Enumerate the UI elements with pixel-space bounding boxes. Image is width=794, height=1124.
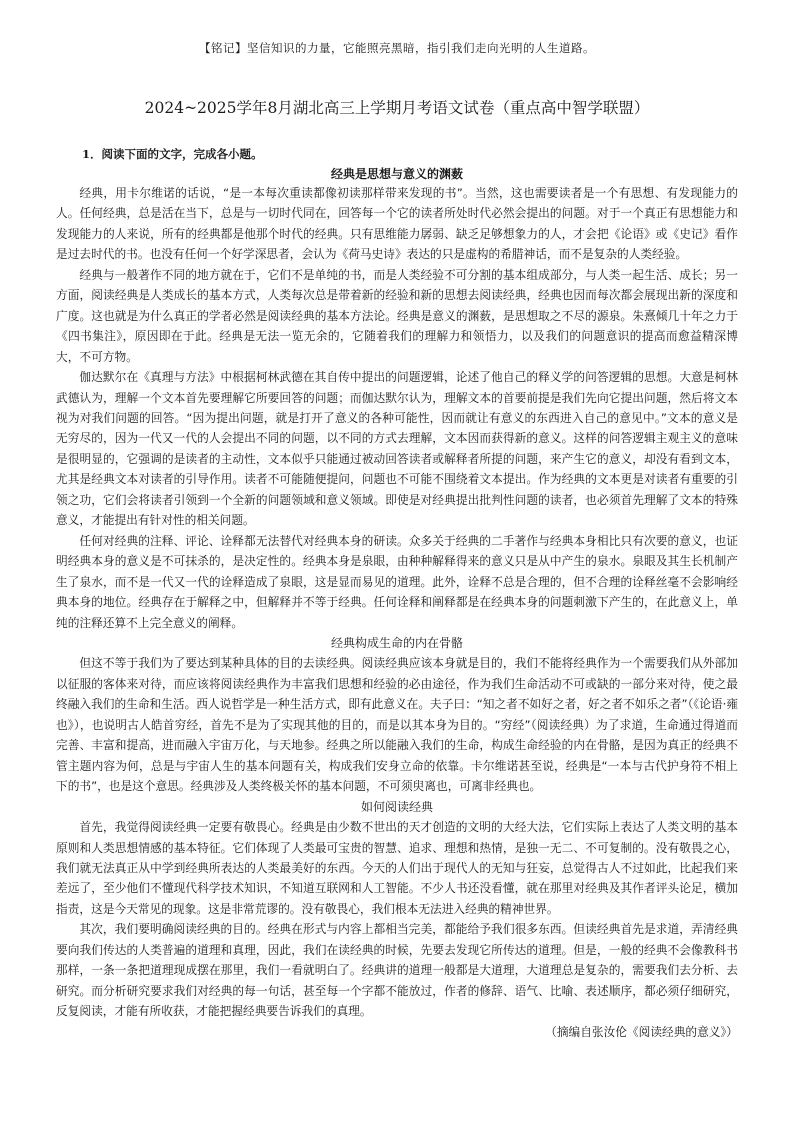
source-citation: （摘编自张汝伦《阅读经典的意义》） — [545, 1024, 738, 1039]
motto-banner: 【铭记】坚信知识的力量，它能照亮黑暗，指引我们走向光明的人生道路。 — [199, 41, 595, 55]
question-prompt: 1．阅读下面的文字，完成各小题。 — [82, 147, 263, 161]
paragraph: 经典，用卡尔维诺的话说，“是一本每次重读都像初读那样带来发现的书”。当然，这也需要读者是一个有思想、有发现能力的人。任何经典，总是活在当下，总是与一切时代同在，回答每一个它的读者所处时代必然会提出的问题。对于一个真正有思想能力和发现能力的人来说，所有的经典都是他那个时代的经典。只有思维能力孱弱、缺乏足够想象力的人，才会把《论语》或《史记》看作是过去时代的书。也没有任何一个好学深思者，会认为《荷马史诗》表达的只是虚构的希腊神话，而不是复杂的人类经验。 — [56, 186, 738, 262]
paragraph: 经典与一般著作不同的地方就在于，它们不是单纯的书，而是人类经验不可分割的基本组成部分，与人类一起生活、成长；另一方面，阅读经典是人类成长的基本方式，人类每次总是带着新的经验和新的思想去阅读经典，经典也因而每次都会展现出新的深度和广度。这也就是为什么真正的学者必然是阅读经典的基本方法论。经典是意义的渊薮，是思想取之不尽的源泉。朱熹倾几十年之力于《四书集注》，原因即在于此。经典是无法一览无余的，它随着我们的理解力和领悟力，以及我们的问题意识的提高而愈益精深博大，不可方物。 — [56, 267, 738, 364]
section-heading: 经典构成生命的内在骨骼 — [330, 635, 463, 650]
article-body — [56, 183, 738, 1042]
paragraph: 其次，我们要明确阅读经典的目的。经典在形式与内容上都相当完美，都能给予我们很多东西。但读经典首先是求道，弄清经典要向我们传达的人类普遍的道理和真理，因此，我们在读经典的时候，先要去发现它所传达的道理。但是，一般的经典不会像教科书那样，一条一条把道理现成摆在那里，我们一看就明白了。经典讲的道理一般都是大道理，大道理总是复杂的，需要我们去分析、去研究。而分析研究要求我们对经典的每一句话，甚至每一个字都不能放过，作者的修辞、语气、比喻、表述顺序，都必须仔细研究，反复阅读，才能有所收获，才能把握经典要告诉我们的真理。 — [56, 922, 738, 1019]
section-heading: 如何阅读经典 — [360, 799, 433, 814]
paragraph: 但这不等于我们为了要达到某种具体的目的去读经典。阅读经典应该本身就是目的，我们不能将经典作为一个需要我们从外部加以征服的客体来对待，而应该将阅读经典作为丰富我们思想和经验的必由途径，作为我们生命活动不可或缺的一部分来对待，使之最终融入我们的生命和生活。西人说哲学是一种生活方式，即有此意义在。夫子曰：“知之者不如好之者，好之者不如乐之者”（《论语·雍也》），也说明古人皓首穷经，首先不是为了实现其他的目的，而是以其本身为目的。“穷经”（阅读经典）为了求道，生命通过得道而完善、丰富和提高，进而融入宇宙万化，与天地参。经典之所以能融入我们的生命，构成生命经验的内在骨骼，是因为真正的经典不管主题内容为何，总是与宇宙人生的基本问题有关，构成我们安身立命的依靠。卡尔维诺甚至说，经典是“一本与古代护身符不相上下的书”，也是这个意思。经典涉及人类终极关怀的基本问题，不可须臾离也，可离非经典也。 — [56, 656, 739, 794]
paragraph: 任何对经典的注释、评论、诠释都无法替代对经典本身的研读。众多关于经典的二手著作与经典本身相比只有次要的意义，也证明经典本身的意义是不可抹杀的，是决定性的。经典本身是泉眼，由种种解释得来的意义只是从中产生的泉水。泉眼及其生长机制产生了泉水，而不是一代又一代的诠释造成了泉眼，这是显而易见的道理。此外，诠释不总是合理的，但不合理的诠释丝毫不会影响经典本身的地位。经典存在于解释之中，但解释并不等于经典。任何诠释和阐释都是在经典本身的问题刺激下产生的，在此意义上，单纯的注释还算不上完全意义的阐释。 — [56, 533, 738, 630]
paragraph: 首先，我觉得阅读经典一定要有敬畏心。经典是由少数不世出的天才创造的文明的大经大法，它们实际上表达了人类文明的基本原则和人类思想情感的基本特征。它们体现了人类最可宝贵的智慧、追求、理想和热情，是独一无二、不可复制的。没有敬畏之心，我们就无法真正从中学到经典所表达的人类最美好的东西。今天的人们出于现代人的无知与狂妄，总觉得古人不过如此，比起我们来差远了，至少他们不懂现代科学技术知识，不知道互联网和人工智能。不少人书还没看懂，就在那里对经典及其作者评头论足，横加指责，这是今天常见的现象。这是非常荒谬的。没有敬畏心，我们根本无法进入经典的精神世界。 — [56, 820, 738, 916]
exam-title: 2024~2025学年8月湖北高三上学期月考语文试卷（重点高中智学联盟） — [144, 99, 650, 117]
paragraph: 伽达默尔在《真理与方法》中根据柯林武德在其自传中提出的问题逻辑，论述了他自己的释义学的问答逻辑的思想。大意是柯林武德认为，理解一个文本首先要理解它所要回答的问题；而伽达默尔认为，理解文本的首要前提是我们先向它提出问题，然后将文本视为对我们问题的回答。“因为提出问题，就是打开了意义的各种可能性，因而就让有意义的东西进入自己的意见中。”文本的意义是无穷尽的，因为一代又一代的人会提出不同的问题，以不同的方式去理解，文本因而获得新的意义。这样的问答逻辑主观主义的意味是很明显的，它强调的是读者的主动性，文本似乎只能通过被动回答读者或解释者所提的问题，来产生它的意义，却没有看到文本，尤其是经典文本对读者的引导作用。读者不可能随便提问，问题也不可能不围绕着文本提出。作为经典的文本更是对读者有重要的引领之功，它们会将读者引领到一个全新的问题领域和意义领域。即使是对经典提出批判性问题的读者，也必须首先理解了文本的特殊意义，才能提出有针对性的相关问题。 — [56, 370, 738, 528]
article-title: 经典是思想与意义的渊薮 — [330, 167, 463, 181]
